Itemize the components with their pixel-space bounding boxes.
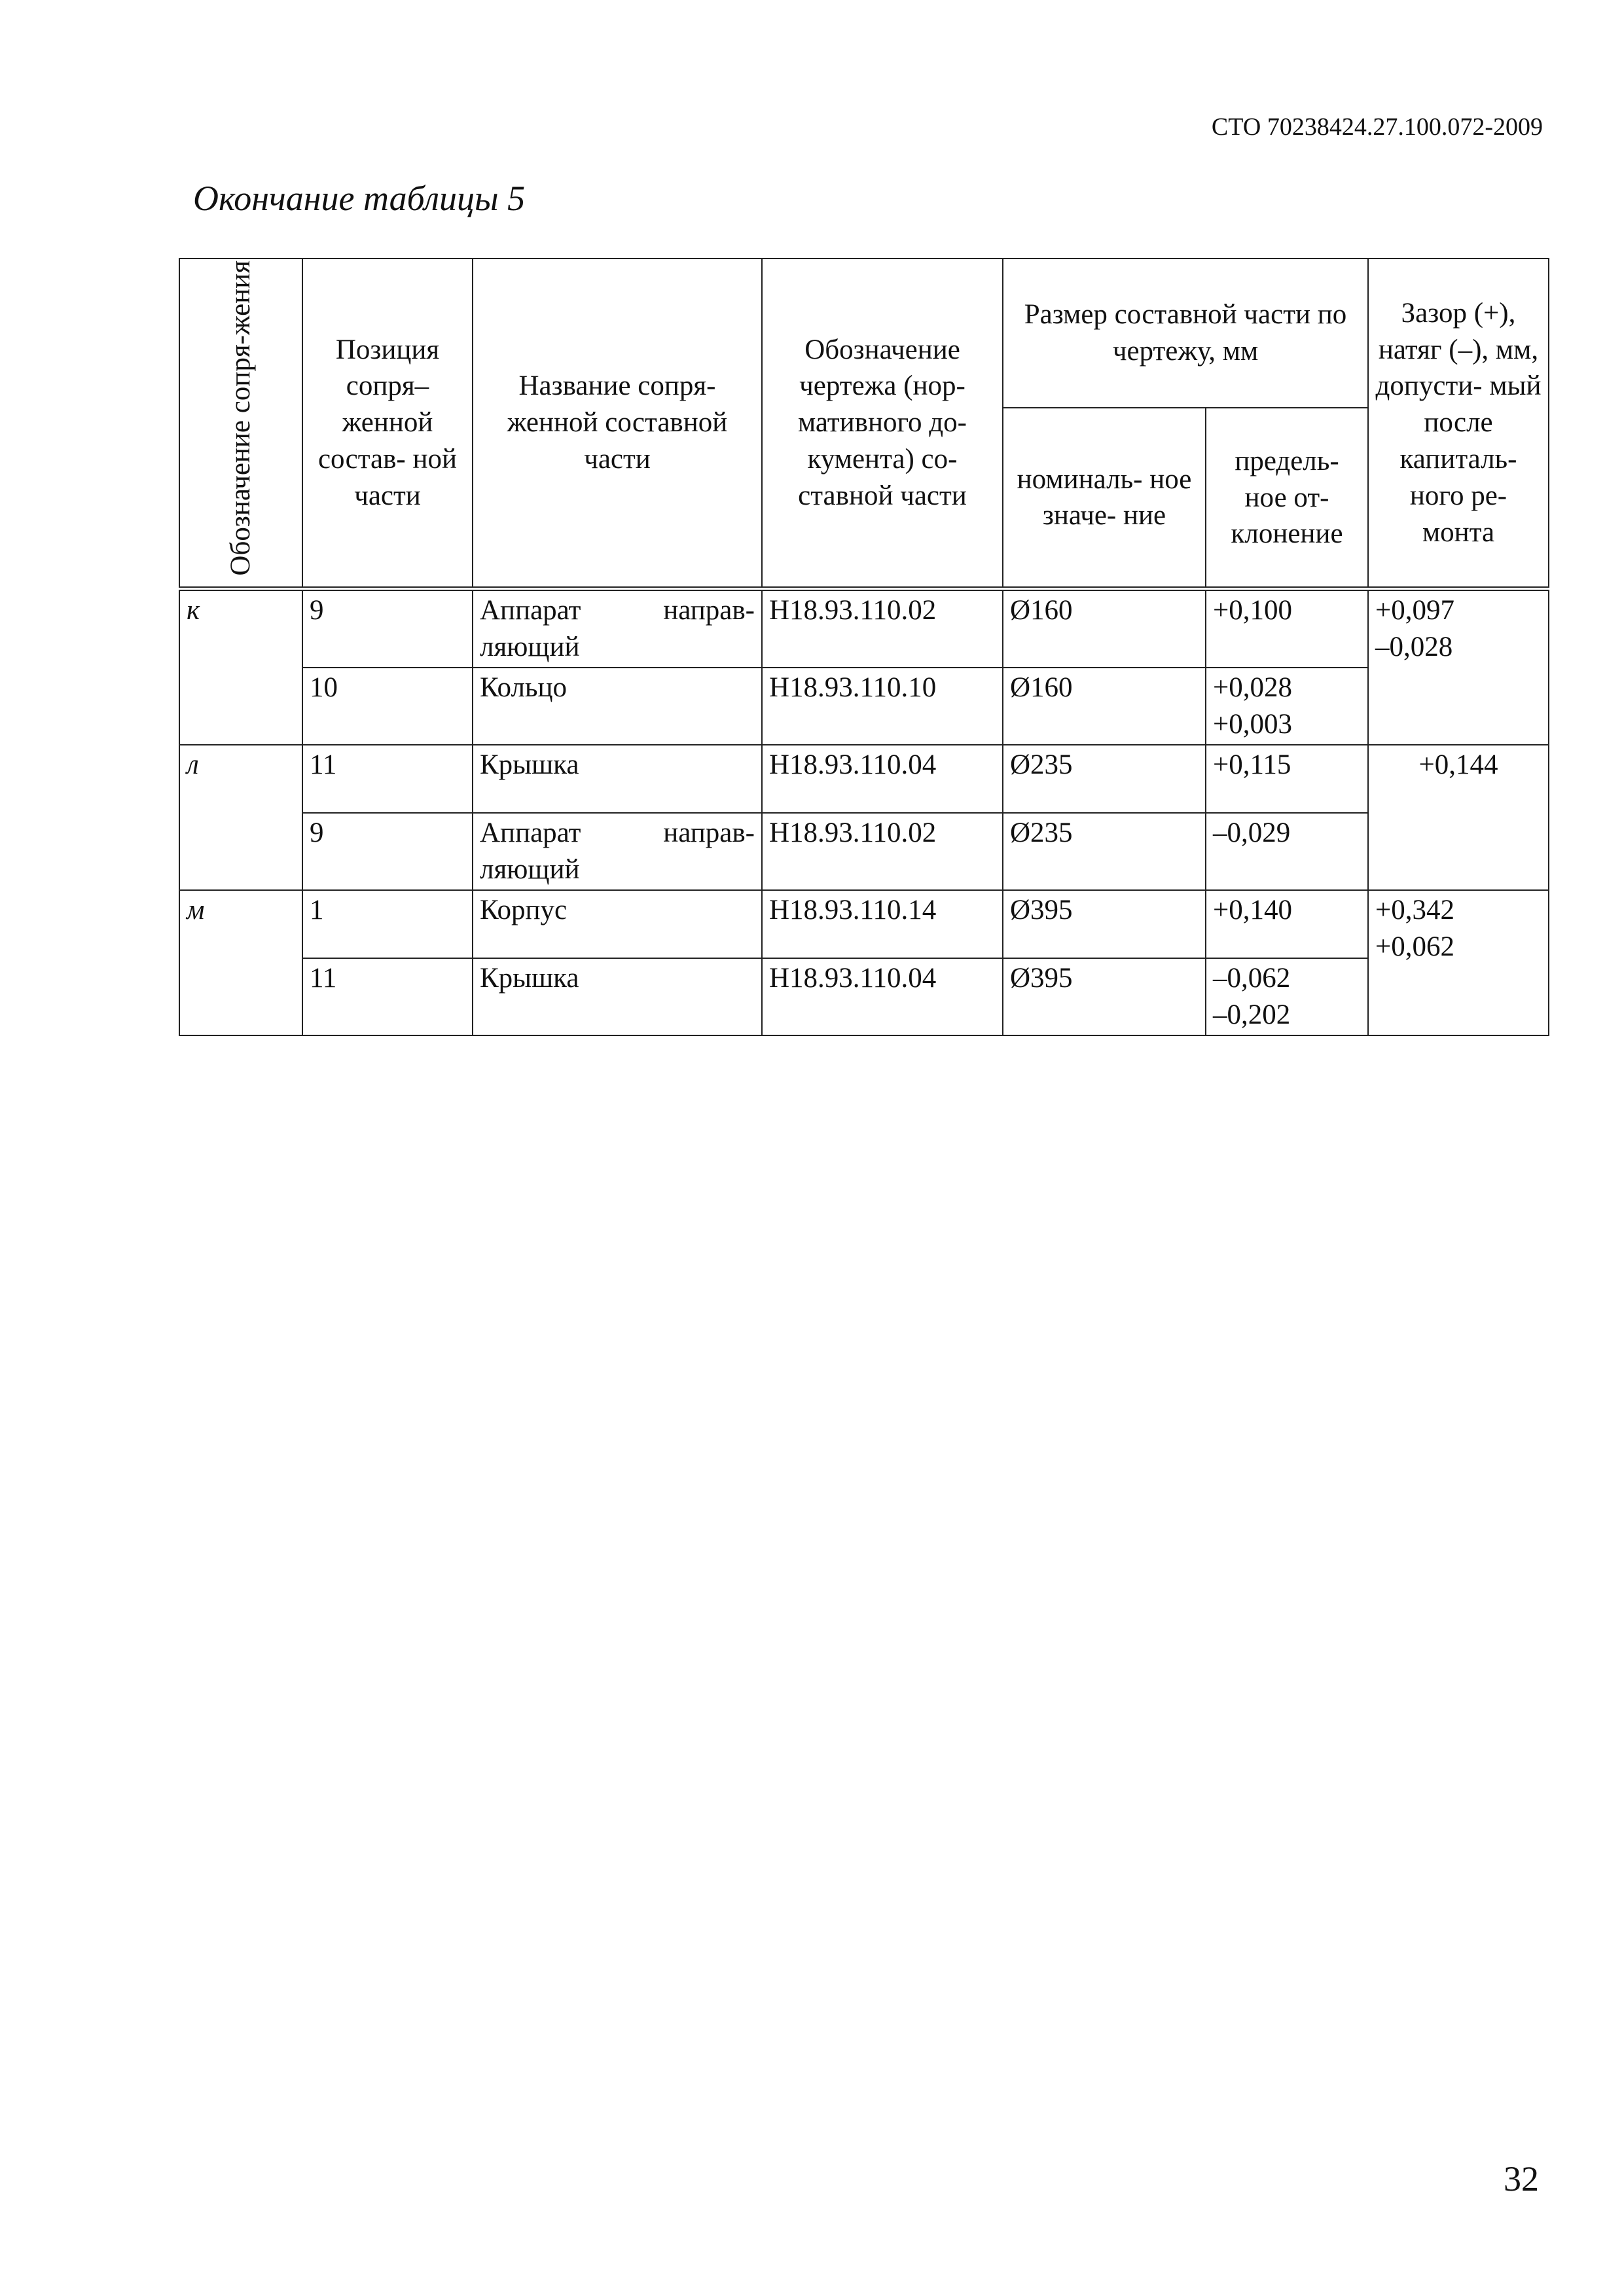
header-drawing: Обозначение чертежа (нор- мативного до- кумента) со- ставной части: [762, 259, 1003, 589]
table-row: [179, 668, 1549, 745]
deviation-cell: +0,115: [1206, 745, 1368, 813]
page-number: 32: [1504, 2159, 1539, 2198]
drawing-cell: Н18.93.110.02: [762, 589, 1003, 668]
clearance-cell: +0,097 –0,028: [1368, 589, 1549, 745]
nominal-size-cell: Ø235: [1003, 813, 1206, 890]
table-row: [179, 589, 1549, 668]
header-mate-text: Обозначение сопря-жения: [225, 260, 257, 576]
drawing-cell: Н18.93.110.14: [762, 890, 1003, 958]
header-position: Позиция сопря– женной состав- ной части: [302, 259, 473, 589]
document-code: СТО 70238424.27.100.072-2009: [1211, 113, 1543, 141]
mate-designation: к: [179, 589, 302, 745]
header-size-group: Размер составной части по чертежу, мм: [1003, 259, 1368, 408]
part-name-second-line: ляющий: [480, 853, 580, 885]
header-nominal: номиналь- ное значе- ние: [1003, 408, 1206, 589]
nominal-size-cell: Ø160: [1003, 589, 1206, 668]
drawing-cell: Н18.93.110.04: [762, 958, 1003, 1035]
deviation-cell: –0,062 –0,202: [1206, 958, 1368, 1035]
table-body: [179, 589, 1549, 1035]
clearance-cell: +0,342 +0,062: [1368, 890, 1549, 1035]
mate-designation: м: [179, 890, 302, 1035]
table-caption: Окончание таблицы 5: [193, 179, 526, 218]
drawing-cell: Н18.93.110.04: [762, 745, 1003, 813]
nominal-size-cell: Ø235: [1003, 745, 1206, 813]
position-cell: 11: [302, 745, 473, 813]
header-clearance: Зазор (+), натяг (–), мм, допусти- мый после капиталь- ного ре- монта: [1368, 259, 1549, 589]
part-name-cell: [473, 813, 762, 890]
part-name-cell: [473, 589, 762, 668]
part-name-cell: Корпус: [473, 890, 762, 958]
nominal-size-cell: Ø395: [1003, 890, 1206, 958]
header-mate-designation: [179, 259, 302, 589]
part-name-cell: Крышка: [473, 958, 762, 1035]
deviation-cell: +0,100: [1206, 589, 1368, 668]
part-name-cell: Крышка: [473, 745, 762, 813]
deviation-cell: –0,029: [1206, 813, 1368, 890]
header-part-name: Название сопря- женной составной части: [473, 259, 762, 589]
part-name-first-line: Аппарат направ-: [480, 817, 755, 849]
table-row: [179, 890, 1549, 958]
position-cell: 9: [302, 589, 473, 668]
header-deviation: предель- ное от- клонение: [1206, 408, 1368, 589]
nominal-size-cell: Ø160: [1003, 668, 1206, 745]
drawing-cell: Н18.93.110.02: [762, 813, 1003, 890]
deviation-cell: +0,140: [1206, 890, 1368, 958]
part-name-cell: Кольцо: [473, 668, 762, 745]
position-cell: 9: [302, 813, 473, 890]
part-name-second-line: ляющий: [480, 632, 580, 663]
nominal-size-cell: Ø395: [1003, 958, 1206, 1035]
deviation-cell: +0,028 +0,003: [1206, 668, 1368, 745]
clearance-cell: +0,144: [1368, 745, 1549, 890]
drawing-cell: Н18.93.110.10: [762, 668, 1003, 745]
table-row: [179, 958, 1549, 1035]
mating-parts-table: [179, 258, 1549, 1036]
table-row: [179, 745, 1549, 813]
mate-designation: л: [179, 745, 302, 890]
part-name-first-line: Аппарат направ-: [480, 595, 755, 626]
position-cell: 10: [302, 668, 473, 745]
position-cell: 1: [302, 890, 473, 958]
table-row: [179, 813, 1549, 890]
position-cell: 11: [302, 958, 473, 1035]
